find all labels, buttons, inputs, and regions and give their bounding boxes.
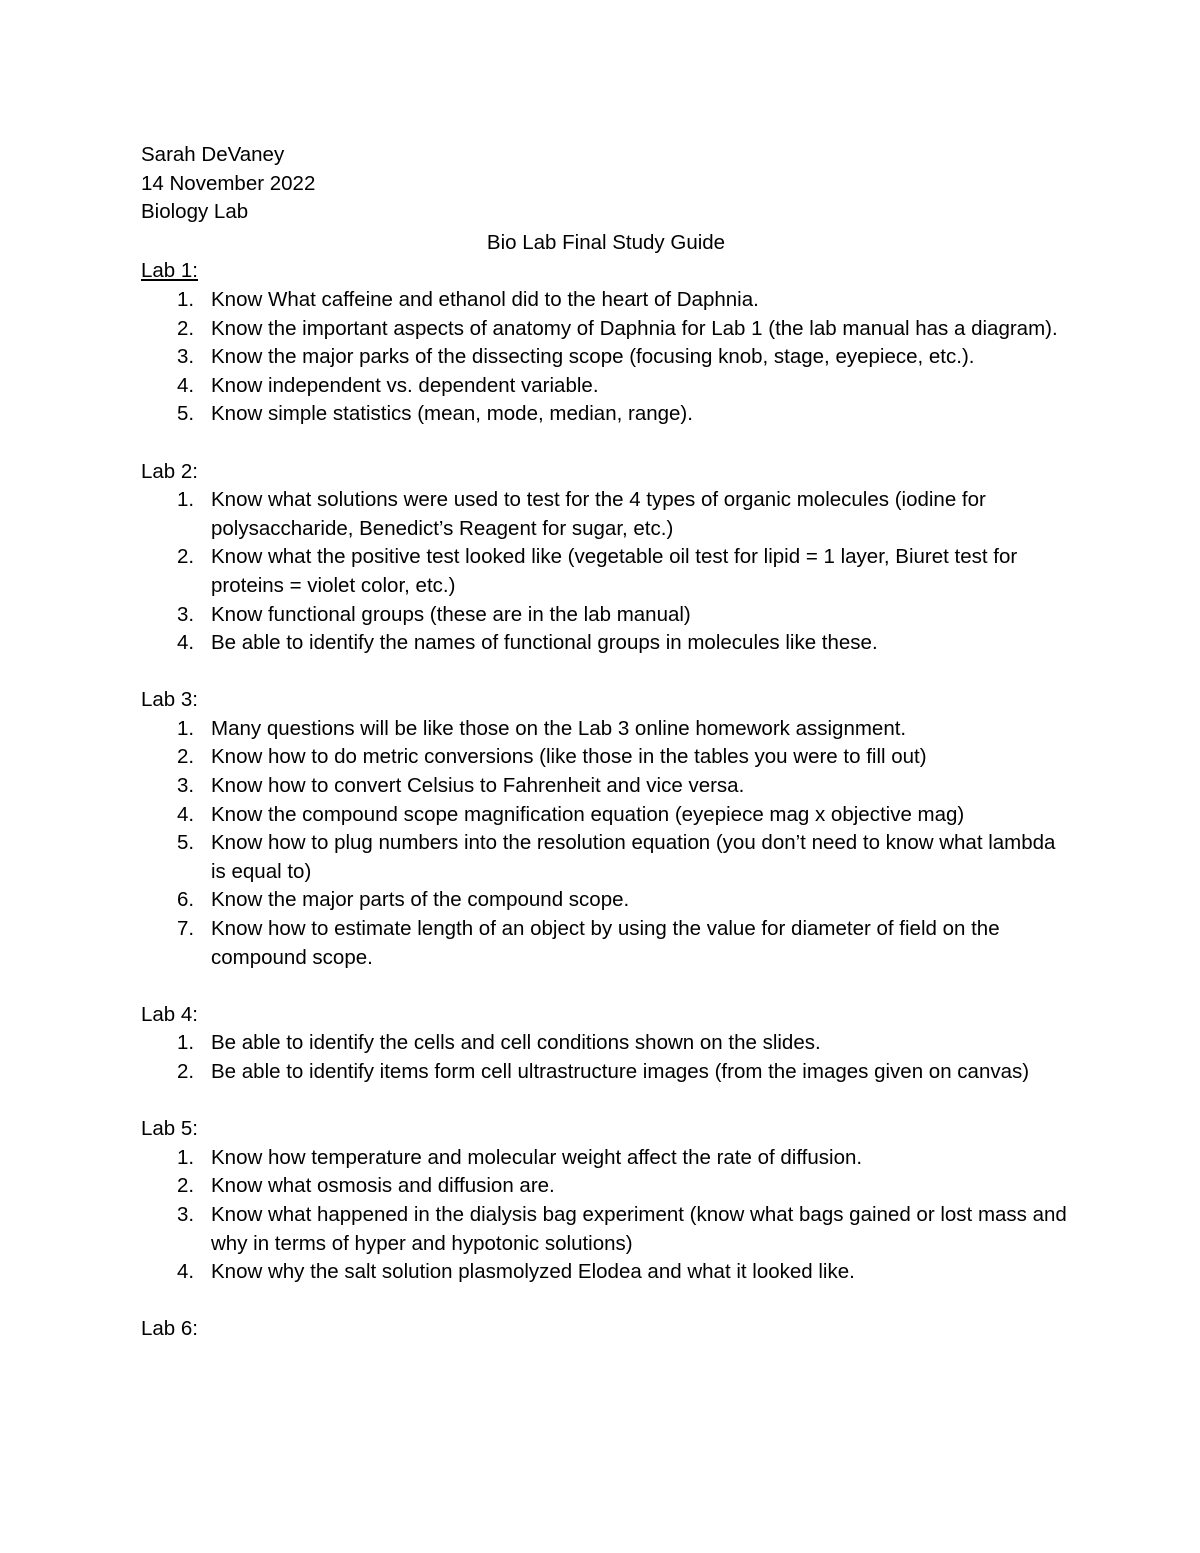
list-item	[141, 772, 1071, 801]
list-item	[141, 601, 1071, 630]
item-text: Be able to identify the names of functional groups in molecules like these.	[211, 631, 878, 655]
item-text: Know What caffeine and ethanol did to the heart of Daphnia.	[211, 287, 759, 311]
lab-item-list	[141, 486, 1071, 658]
item-text: Know the compound scope magnification equation (eyepiece mag x objective mag)	[211, 802, 965, 826]
lab-heading: Lab 2:	[141, 459, 198, 483]
list-item	[141, 886, 1071, 915]
lab-heading: Lab 3:	[141, 688, 198, 712]
item-number: 5.	[177, 831, 195, 855]
item-number: 4.	[177, 802, 195, 826]
list-item	[141, 1201, 1071, 1258]
item-number: 3.	[177, 1202, 195, 1226]
item-text: Know the important aspects of anatomy of Daphnia for Lab 1 (the lab manual has a diagram).	[211, 316, 1058, 340]
lab-item-list	[141, 715, 1071, 972]
item-text: Know how to do metric conversions (like those in the tables you were to fill out)	[211, 745, 927, 769]
list-item	[141, 543, 1071, 600]
author-name: Sarah DeVaney	[141, 143, 285, 166]
list-item	[141, 743, 1071, 772]
item-number: 7.	[177, 917, 195, 941]
lab-section-2	[141, 458, 1071, 658]
list-item	[141, 915, 1071, 972]
item-number: 1.	[177, 1145, 195, 1169]
lab-heading: Lab 5:	[141, 1117, 198, 1141]
lab-section-5	[141, 1115, 1071, 1287]
list-item	[141, 829, 1071, 886]
list-item	[141, 1144, 1071, 1173]
lab-section-6	[141, 1315, 1071, 1344]
item-number: 2.	[177, 1174, 195, 1198]
list-item	[141, 801, 1071, 830]
list-item	[141, 715, 1071, 744]
item-number: 4.	[177, 373, 195, 397]
item-number: 2.	[177, 545, 195, 569]
document-date: 14 November 2022	[141, 171, 316, 195]
lab-heading: Lab 4:	[141, 1002, 198, 1026]
list-item	[141, 486, 1071, 543]
item-number: 4.	[177, 1260, 195, 1284]
item-number: 1.	[177, 1031, 195, 1055]
item-text: Know how to plug numbers into the resolution equation (you don’t need to know what lambda is equal to)	[211, 831, 1056, 883]
item-text: Know why the salt solution plasmolyzed Elodea and what it looked like.	[211, 1260, 855, 1284]
item-text: Be able to identify items form cell ultrastructure images (from the images given on canvas)	[211, 1060, 1030, 1083]
item-text: Know the major parks of the dissecting scope (focusing knob, stage, eyepiece, etc.).	[211, 345, 975, 369]
item-text: Know how to convert Celsius to Fahrenheit and vice versa.	[211, 774, 745, 798]
lab-section-3	[141, 686, 1071, 972]
item-text: Know how temperature and molecular weight affect the rate of diffusion.	[211, 1145, 863, 1169]
lab-heading: Lab 1:	[141, 259, 198, 283]
lab-section-4	[141, 1001, 1071, 1087]
item-number: 2.	[177, 745, 195, 769]
item-number: 1.	[177, 716, 195, 740]
list-item	[141, 1029, 1071, 1058]
item-text: Know what solutions were used to test for the 4 types of organic molecules (iodine for polysaccharide, Benedict’s Reagent for sugar, etc.)	[211, 488, 986, 540]
item-number: 5.	[177, 402, 195, 426]
lab-heading: Lab 6:	[141, 1317, 198, 1341]
item-number: 2.	[177, 316, 195, 340]
document-title: Bio Lab Final Study Guide	[486, 230, 726, 254]
item-text: Know independent vs. dependent variable.	[211, 373, 599, 397]
item-number: 3.	[177, 774, 195, 798]
lab-item-list	[141, 1144, 1071, 1287]
item-number: 1.	[177, 488, 195, 512]
lab-section-1	[141, 257, 1071, 429]
item-number: 1.	[177, 287, 195, 311]
item-text: Know what osmosis and diffusion are.	[211, 1174, 555, 1198]
item-text: Know simple statistics (mean, mode, median, range).	[211, 402, 693, 426]
item-number: 6.	[177, 888, 195, 912]
lab-item-list	[141, 286, 1071, 429]
item-number: 3.	[177, 602, 195, 626]
list-item	[141, 1172, 1071, 1201]
item-number: 3.	[177, 345, 195, 369]
list-item	[141, 372, 1071, 401]
list-item	[141, 400, 1071, 429]
item-text: Know what happened in the dialysis bag experiment (know what bags gained or lost mass and why in terms of hyper and hypotonic solutions)	[211, 1202, 1067, 1255]
list-item	[141, 1258, 1071, 1287]
document-page	[141, 141, 1071, 1373]
list-item	[141, 1058, 1071, 1087]
list-item	[141, 286, 1071, 315]
item-number: 4.	[177, 631, 195, 655]
item-text: Know the major parts of the compound scope.	[211, 888, 630, 912]
list-item	[141, 343, 1071, 372]
course-name: Biology Lab	[141, 200, 249, 224]
list-item	[141, 315, 1071, 344]
lab-item-list	[141, 1029, 1071, 1086]
item-text: Know what the positive test looked like (vegetable oil test for lipid = 1 layer, Biuret test for proteins = violet color, etc.)	[211, 545, 1018, 597]
item-text: Know functional groups (these are in the lab manual)	[211, 602, 691, 626]
item-text: Many questions will be like those on the Lab 3 online homework assignment.	[211, 716, 907, 740]
item-text: Know how to estimate length of an object by using the value for diameter of field on the compound scope.	[211, 917, 1000, 969]
list-item	[141, 629, 1071, 658]
item-number: 2.	[177, 1060, 195, 1083]
item-text: Be able to identify the cells and cell conditions shown on the slides.	[211, 1031, 821, 1055]
